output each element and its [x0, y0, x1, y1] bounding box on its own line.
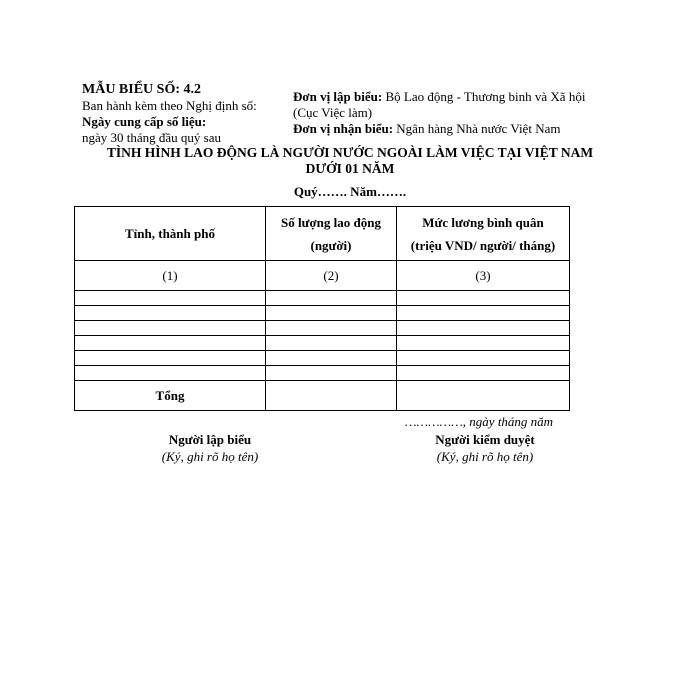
empty-cell — [266, 351, 397, 366]
issued-by-text: Ban hành kèm theo Nghị định số: — [82, 98, 257, 113]
column-number-3: (3) — [397, 261, 570, 291]
column-number-row — [75, 261, 570, 291]
data-date-label: Ngày cung cấp số liệu: — [82, 114, 207, 129]
column-number-1: (1) — [75, 261, 266, 291]
header-average-salary-line2: (triệu VND/ người/ tháng) — [410, 237, 556, 253]
empty-cell — [75, 366, 266, 381]
header-average-salary — [397, 207, 570, 261]
preparer-title: Người lập biểu — [168, 432, 252, 447]
total-worker-count-cell — [266, 381, 397, 411]
form-info-left — [82, 81, 257, 146]
empty-cell — [397, 291, 570, 306]
report-title — [0, 145, 700, 177]
total-label: Tổng — [75, 381, 266, 411]
empty-cell — [266, 366, 397, 381]
total-row — [75, 381, 570, 411]
total-average-salary-cell — [397, 381, 570, 411]
empty-cell — [266, 321, 397, 336]
preparer-note: (Ký, ghi rõ họ tên) — [161, 449, 259, 464]
header-worker-count-line2: (người) — [310, 237, 352, 253]
signature-date-line: ……………, ngày tháng năm — [405, 414, 554, 429]
header-worker-count — [266, 207, 397, 261]
reviewer-signature-block — [410, 431, 560, 465]
table-row — [75, 306, 570, 321]
receiving-unit — [293, 121, 613, 137]
reviewer-note: (Ký, ghi rõ họ tên) — [436, 449, 534, 464]
report-table — [74, 206, 570, 411]
empty-cell — [397, 366, 570, 381]
preparing-unit-value: Bộ Lao động - Thương binh và Xã hội (Cục Việc làm) — [293, 89, 586, 120]
header-worker-count-line1: Số lượng lao động — [281, 214, 381, 230]
form-info-right — [293, 89, 613, 137]
table-row — [75, 351, 570, 366]
empty-cell — [397, 336, 570, 351]
data-date-value: ngày 30 tháng đầu quý sau — [82, 130, 222, 145]
empty-cell — [75, 306, 266, 321]
preparer-signature-block — [140, 431, 280, 465]
empty-cell — [75, 336, 266, 351]
table-row — [75, 291, 570, 306]
table-row — [75, 366, 570, 381]
report-title-line1: TÌNH HÌNH LAO ĐỘNG LÀ NGƯỜI NƯỚC NGOÀI LÀM VIỆC TẠI VIỆT NAM — [106, 145, 594, 160]
empty-cell — [75, 351, 266, 366]
empty-cell — [397, 321, 570, 336]
table-row — [75, 336, 570, 351]
receiving-unit-value: Ngân hàng Nhà nước Việt Nam — [396, 121, 561, 136]
column-number-2: (2) — [266, 261, 397, 291]
empty-cell — [397, 306, 570, 321]
empty-cell — [75, 321, 266, 336]
header-province: Tỉnh, thành phố — [75, 207, 266, 261]
table-header-row — [75, 207, 570, 261]
header-average-salary-line1: Mức lương bình quân — [422, 214, 544, 230]
empty-cell — [266, 306, 397, 321]
empty-cell — [266, 291, 397, 306]
preparing-unit — [293, 89, 613, 121]
preparing-unit-label: Đơn vị lập biểu: — [293, 89, 383, 104]
report-title-line2: DƯỚI 01 NĂM — [305, 161, 395, 176]
empty-cell — [75, 291, 266, 306]
empty-cell — [266, 336, 397, 351]
empty-cell — [397, 351, 570, 366]
receiving-unit-label: Đơn vị nhận biểu: — [293, 121, 394, 136]
table-row — [75, 321, 570, 336]
reviewer-title: Người kiểm duyệt — [435, 432, 535, 447]
form-number: MẪU BIỂU SỐ: 4.2 — [82, 82, 202, 97]
report-period: Quý……. Năm……. — [293, 184, 407, 199]
